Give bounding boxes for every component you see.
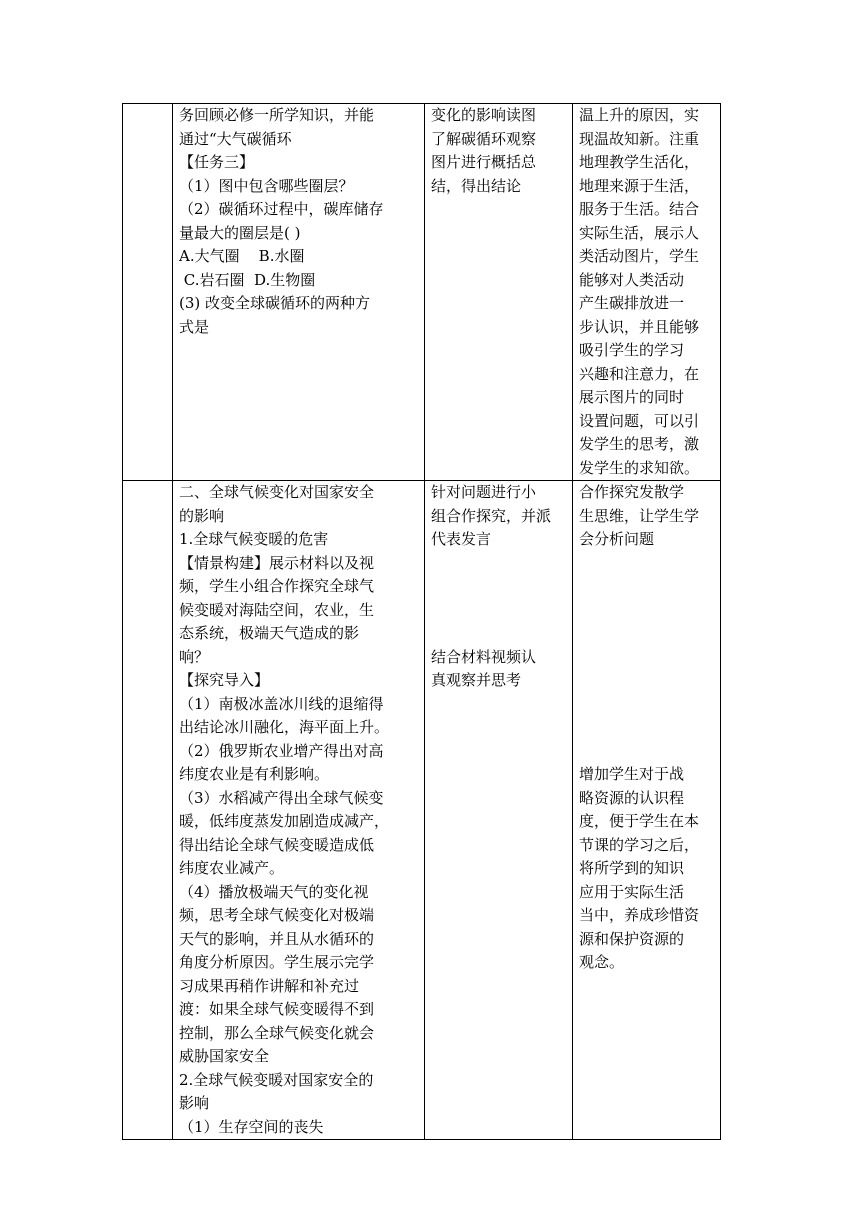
- design-intent-cell: [573, 481, 721, 1140]
- text-line: （3）水稻减产得出全球气候变: [179, 788, 384, 807]
- text-line: 步认识，并且能够: [579, 317, 700, 336]
- spacer: [579, 693, 714, 717]
- spacer: [579, 622, 714, 646]
- text-line: 响？: [179, 647, 210, 666]
- text-line: 地理来源于生活，: [579, 176, 700, 195]
- table-row: [123, 104, 721, 481]
- text-line: 能够对人类活动: [579, 270, 685, 289]
- design-intent-cell: [573, 104, 721, 481]
- text-line: 二、全球气候变化对国家安全: [179, 483, 375, 501]
- text-line: （4）播放极端天气的变化视: [179, 882, 369, 901]
- text-line: 务回顾必修一所学知识，并能: [179, 106, 375, 124]
- text-line: 类活动图片，学生: [579, 247, 700, 265]
- text-line: （1）南极冰盖冰川线的退缩得: [179, 694, 384, 713]
- text-line: 纬度农业是有利影响。: [179, 765, 330, 783]
- text-line: 【探究导入】: [179, 671, 270, 689]
- spacer: [579, 599, 714, 623]
- text-line: （1）图中包含哪些圈层？: [179, 176, 354, 195]
- stage-cell: [123, 104, 173, 481]
- text-line: 变化的影响读图: [431, 106, 537, 124]
- spacer: [579, 552, 714, 576]
- spacer: [579, 575, 714, 599]
- text-line: 了解碳循环观察: [431, 129, 537, 148]
- text-line: 增加学生对于战: [579, 765, 685, 783]
- text-line: 频，学生小组合作探究全球气: [179, 577, 375, 595]
- text-line: 得出结论全球气候变暖造成低: [179, 835, 375, 854]
- text-line: 代表发言: [431, 530, 492, 548]
- text-line: 暖，低纬度蒸发加剧造成减产，: [179, 812, 390, 830]
- text-line: 习成果再稍作讲解和补充过: [179, 976, 360, 995]
- text-line: 针对问题进行小: [431, 483, 537, 501]
- spacer: [579, 646, 714, 670]
- table-row: [123, 481, 721, 1140]
- text-line: 发学生的思考，激: [579, 435, 700, 453]
- spacer: [431, 599, 566, 623]
- spacer: [431, 622, 566, 646]
- text-line: 图片进行概括总: [431, 153, 537, 171]
- text-line: 2.全球气候变暖对国家安全的: [179, 1070, 374, 1089]
- student-activity-cell: [425, 481, 573, 1140]
- text-line: 将所学到的知识: [579, 859, 685, 877]
- text-line: 态系统，极端天气造成的影: [179, 624, 360, 642]
- spacer: [579, 716, 714, 740]
- text-line: 渡：如果全球气候变暖得不到: [179, 1000, 375, 1018]
- text-line: 【任务三】: [179, 153, 255, 171]
- spacer: [579, 669, 714, 693]
- text-line: 应用于实际生活: [579, 882, 685, 901]
- text-line: 略资源的认识程: [579, 788, 685, 807]
- text-line: 发学生的求知欲。: [579, 458, 700, 477]
- text-line: 结合材料视频认: [431, 647, 537, 666]
- text-line: 设置问题，可以引: [579, 411, 700, 430]
- stage-cell: [123, 481, 173, 1140]
- text-line: 展示图片的同时: [579, 388, 685, 406]
- text-line: 结，得出结论: [431, 176, 522, 195]
- text-line: 产生碳排放进一: [579, 294, 685, 312]
- text-line: 影响: [179, 1094, 210, 1112]
- text-line: 式是: [179, 317, 210, 336]
- text-line: 实际生活，展示人: [579, 223, 700, 242]
- text-line: 当中，养成珍惜资: [579, 906, 700, 924]
- text-line: 控制，那么全球气候变化就会: [179, 1023, 375, 1042]
- text-line: C.岩石圈 D.生物圈: [179, 270, 316, 289]
- text-line: 观念。: [579, 953, 625, 971]
- text-line: 真观察并思考: [431, 671, 522, 689]
- text-line: 角度分析原因。学生展示完学: [179, 953, 375, 971]
- lesson-plan-table: [122, 103, 721, 1140]
- text-line: 节课的学习之后，: [579, 835, 700, 854]
- text-line: 会分析问题: [579, 530, 655, 548]
- text-line: 合作探究发散学: [579, 483, 685, 501]
- text-line: 生思维，让学生学: [579, 506, 700, 525]
- text-line: 纬度农业减产。: [179, 859, 285, 877]
- text-line: 的影响: [179, 506, 225, 525]
- spacer: [431, 575, 566, 599]
- text-line: 量最大的圈层是( ): [179, 223, 301, 242]
- text-line: 度，便于学生在本: [579, 812, 700, 830]
- text-line: 温上升的原因，实: [579, 106, 700, 124]
- text-line: （1）生存空间的丧失: [179, 1117, 324, 1136]
- text-line: 威胁国家安全: [179, 1047, 270, 1065]
- text-line: 通过“大气碳循环: [179, 129, 292, 148]
- text-line: 候变暖对海陆空间，农业，生: [179, 600, 375, 619]
- spacer: [579, 740, 714, 764]
- teaching-design-cell: [173, 481, 425, 1140]
- text-line: （2）碳循环过程中，碳库储存: [179, 200, 384, 218]
- text-line: 1.全球气候变暖的危害: [179, 530, 329, 548]
- text-line: 服务于生活。结合: [579, 200, 700, 218]
- spacer: [431, 552, 566, 576]
- text-line: 天气的影响，并且从水循环的: [179, 929, 375, 948]
- text-line: 出结论冰川融化，海平面上升。: [179, 718, 390, 736]
- teaching-design-cell: [173, 104, 425, 481]
- text-line: (3) 改变全球碳循环的两种方: [179, 294, 371, 312]
- text-line: 组合作探究，并派: [431, 506, 552, 525]
- text-line: A.大气圈 B.水圈: [179, 247, 305, 265]
- text-line: （2）俄罗斯农业增产得出对高: [179, 741, 384, 760]
- student-activity-cell: [425, 104, 573, 481]
- text-line: 吸引学生的学习: [579, 341, 685, 359]
- text-line: 【情景构建】展示材料以及视: [179, 553, 375, 572]
- text-line: 地理教学生活化，: [579, 153, 700, 171]
- text-line: 源和保护资源的: [579, 929, 685, 948]
- text-line: 频，思考全球气候变化对极端: [179, 906, 375, 924]
- text-line: 兴趣和注意力，在: [579, 364, 700, 383]
- text-line: 现温故知新。注重: [579, 129, 700, 148]
